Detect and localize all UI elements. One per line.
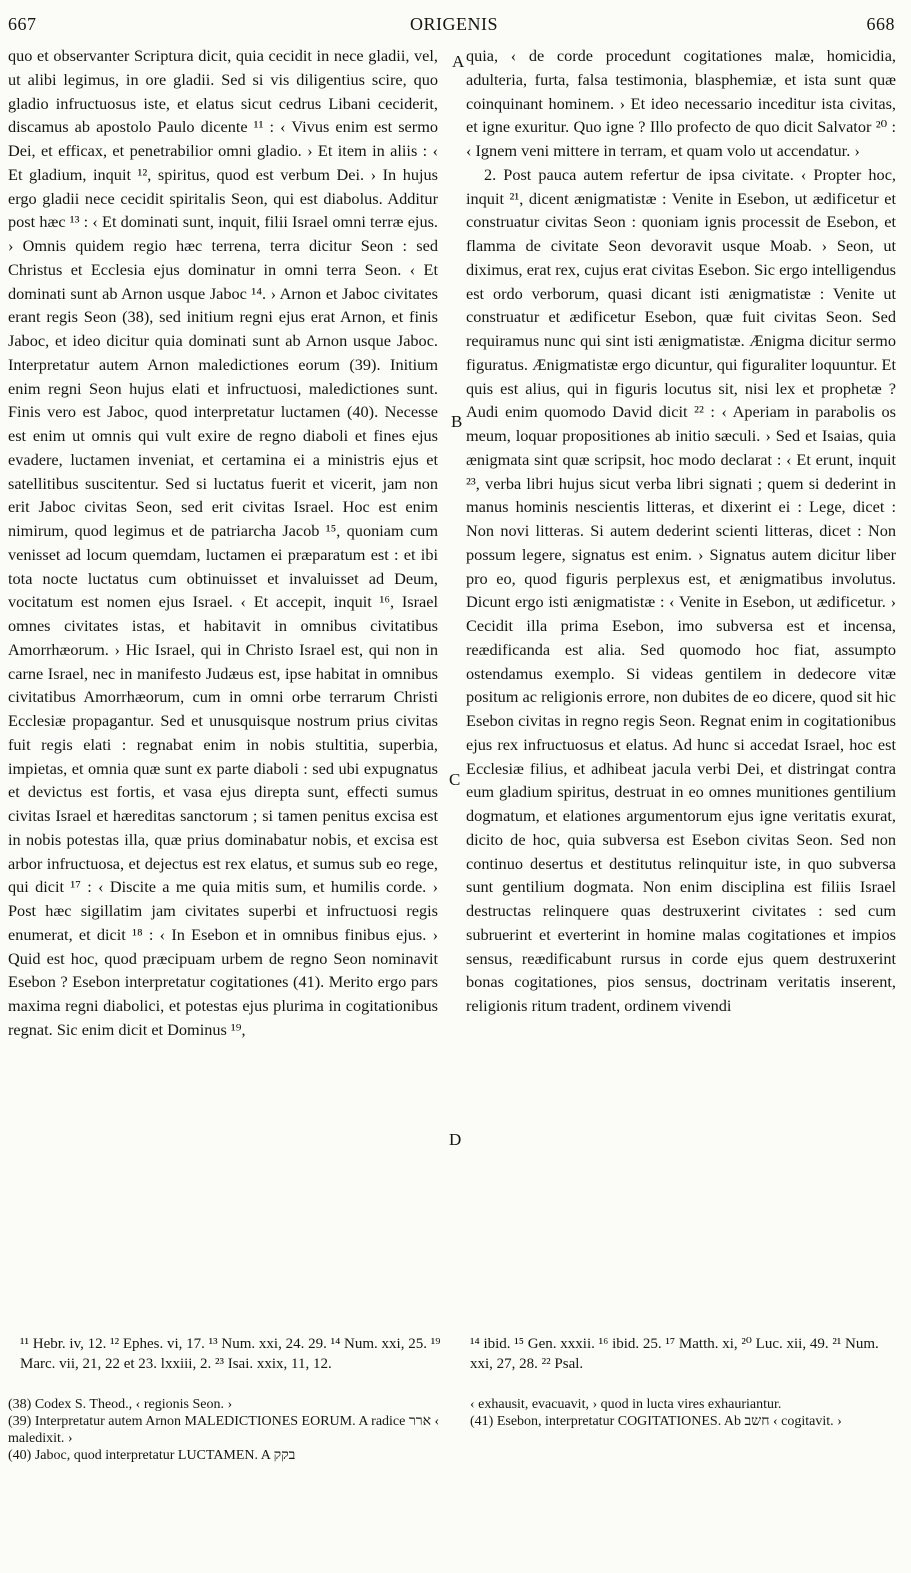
footnotes-right bbox=[470, 1396, 895, 1430]
margin-marker-d: D bbox=[449, 1130, 462, 1149]
margin-marker-c: C bbox=[449, 770, 461, 789]
right-paragraph-1: quia, ‹ de corde procedunt cogitationes malæ, homicidia, adulteria, furta, falsa testimonia, blasphemiæ, et ista sunt quæ coinquinant hominem. › Et ideo necessario inceditur ista civitas, et igne exuritur. Quo igne ? Illo profecto de quo dicit Salvator ²⁰ : ‹ Ignem veni mittere in terram, et quam volo ut accendatur. › bbox=[466, 46, 896, 160]
footnote-39: (39) Interpretatur autem Arnon MALEDICTIONES EORUM. A radice ארר ‹ maledixit. › bbox=[8, 1414, 440, 1446]
left-body-text: quo et observanter Scriptura dicit, quia cecidit in nece gladii, vel, ut alibi legimus, in ore gladii. Sed si vis diligentius scire, quo gladio infructuosus iste, et elatus sicut cedrus Libani ceciderit, discamus ab apostolo Paulo dicente ¹¹ : ‹ Vivus enim est sermo Dei, et efficax, et penetrabilior omni gladio. › Et item in aliis : ‹ Et gladium, inquit ¹², spiritus, quod est verbum Dei. › In hujus ergo gladii nece cecidit spiritalis Seon, qui est diabolus. Additur post hæc ¹³ : ‹ Et dominati sunt, inquit, filii Israel omni terræ ejus. › Omnis quidem regio hæc terrena, terra dicitur Seon : sed Christus et Ecclesia ejus dominatur in omni terra Seon. ‹ Et dominati sunt ab Arnon usque Jaboc ¹⁴. › Arnon et Jaboc civitates erant regis Seon (38), sed initium regni ejus erat Arnon, et finis Jaboc, et ideo dicitur quia dominati sunt ab Arnon usque Jaboc. Interpretatur autem Arnon maledictiones eorum (39). Initium enim regni Seon hujus elati et infructuosi, maledictiones sunt. Finis vero est Jaboc, quod interpretatur luctamen (40). Necesse est enim ut omnis qui vult exire de regno diaboli et fines ejus evadere, luctamen inveniat, et certamina ei a ministris ejus et satellitibus suscitentur. Sed si luctatus fuerit et vicerit, jam non erit Jaboc civitas Seon, sed erit civitas Israel. Hoc est enim nimirum, quod legimus et de patriarcha Jacob ¹⁵, quoniam cum venisset ad locum quemdam, luctamen ei præparatum est : et ibi tota nocte luctatus cum obtinuisset et invaluisset ad Deum, vocitatum est nomen ejus Israel. ‹ Et accepit, inquit ¹⁶, Israel omnes civitates istas, et habitavit in omnibus civitatibus Amorrhæorum. › Hic Israel, qui in Christo Israel est, qui non in carne Israel, nec in manifesto Judæus est, ipse habitat in omnibus civitatibus Amorrhæorum, cum in omni orbe terrarum Christi Ecclesiæ propagantur. Sed et unusquisque nostrum prius civitas fuit regis elati : regnabat enim in nobis stultitia, superbia, impietas, et omnia quæ sunt ex parte diaboli : sed ubi expugnatus et devictus est fortis, et vasa ejus direpta sunt, effecti sumus civitas Israel et hæreditas sanctorum ; si tamen penitus excisa est in nobis potestas illa, quæ prius dominabatur nobis, et excisa est arbor infructuosa, et dejectus est rex elatus, et sumus sub eo rege, qui dicit ¹⁷ : ‹ Discite a me quia mitis sum, et humilis corde. › Post hæc sigillatim jam civitates superbi et infructuosi regis enumerat, et dicit ¹⁸ : ‹ In Esebon et in omnibus finibus ejus. › Quid est hoc, quod præcipuam urbem de regno Seon nominavit Esebon ? Esebon interpretatur cogitationes (41). Merito ergo pars maxima regni diabolici, et potestas ejus plurima in cogitationibus regnat. Sic enim dicit et Dominus ¹⁹, bbox=[8, 46, 438, 1039]
footnote-continuation: ‹ exhausit, evacuavit, › quod in lucta vires exhauriantur. bbox=[470, 1397, 782, 1412]
page-number-left: 667 bbox=[8, 14, 37, 34]
right-column bbox=[466, 44, 896, 1018]
footnote-38: (38) Codex S. Theod., ‹ regionis Seon. › bbox=[8, 1397, 233, 1412]
running-header bbox=[0, 14, 911, 36]
page-number-right: 668 bbox=[866, 14, 895, 34]
right-paragraph-2: 2. Post pauca autem refertur de ipsa civitate. ‹ Propter hoc, inquit ²¹, dicent ænigmatistæ : Venite in Esebon, ut ædificetur et construatur civitas Seon : quoniam ignis processit de Esebon, et flamma de civitate Seon devoravit usque Moab. › Seon, ut diximus, erat rex, cujus erat civitas Esebon. Sic ergo intelligendus est ordo verborum, quasi dicant isti ænigmatistæ : Venite ut construatur et ædificetur Esebon, quæ fuit civitas Seon. Sed requiramus nunc qui sint isti ænigmatistæ. Ænigma dicitur sermo figuratus. Ænigmatistæ ergo dicuntur, qui figuraliter loquuntur. Et quis est alius, qui in figuris locutus sit, nisi lex et prophetæ ? Audi enim quomodo David dicit ²² : ‹ Aperiam in parabolis os meum, loquar propositiones ab initio sæculi. › Sed et Isaias, quia ænigmata sint quæ scripsit, hoc modo declarat : ‹ Et erunt, inquit ²³, verba libri hujus sicut verba libri signati ; quem si dederint in manus hominis nescientis litteras, et dixerint ei : Lege, dicet : Non novi litteras. Si autem dederint scienti litteras, dicet : Non possum legere, signatus est enim. › Signatus autem dicitur liber pro eo, quod figuris perplexus est, et ænigmatibus involutus. Dicunt ergo isti ænigmatistæ : ‹ Venite in Esebon, ut ædificetur. › Cecidit illa prima Esebon, imo subversa est et incensa, reædificanda est alia. Sed quomodo hoc fiat, assumpto ostendamus exemplo. Si videas gentilem in dedecore vitæ positum ac religionis errore, non dubites de eo dicere, quod sit hic Esebon civitas in regno regis Seon. Regnat enim in cogitationibus ejus rex infructuosus et elatus. Ad hunc si accedat Israel, hoc est Ecclesiæ filius, et adhibeat jacula verbi Dei, et distringat contra eum gladium spiritus, destruat in eo omnes munitiones gentilium dogmatum, et elationes argumentorum ejus igne veritatis exurat, dicito de hoc, quia subversa est Esebon civitas Seon. Sed non continuo desertus et destitutus relinquitur iste, in quo subversa sunt gentilium dogmata. Non enim disciplina est filiis Israel destructas relinquere quas destruxerint civitates : sed cum subruerint et everterint in homine malas cogitationes et impios sensus, reædificabunt rursus in corde ejus quem destruxerint bonas cogitationes, pios sensus, doctrinam veritatis inserent, religionis ritum tradent, ordinem vivendi bbox=[466, 164, 896, 1015]
footnote-41: (41) Esebon, interpretatur COGITATIONES. Ab חשב ‹ cogitavit. › bbox=[470, 1414, 842, 1429]
margin-marker-b: B bbox=[451, 412, 463, 431]
footnote-40: (40) Jaboc, quod interpretatur LUCTAMEN. A בקק bbox=[8, 1448, 296, 1463]
left-column bbox=[8, 44, 438, 1042]
scripture-notes-left: ¹¹ Hebr. iv, 12. ¹² Ephes. vi, 17. ¹³ Num. xxi, 24. 29. ¹⁴ Num. xxi, 25. ¹⁹ Marc. vii, 21, 22 et 23. lxxiii, 2. ²³ Isai. xxix, 11, 12. bbox=[20, 1336, 441, 1372]
running-title: ORIGENIS bbox=[410, 14, 498, 34]
margin-marker-a: A bbox=[452, 52, 465, 71]
scripture-notes-right: ¹⁴ ibid. ¹⁵ Gen. xxxii. ¹⁶ ibid. 25. ¹⁷ Matth. xi, ²⁰ Luc. xii, 49. ²¹ Num. xxi, 27, 28. ²² Psal. bbox=[470, 1336, 879, 1372]
footnotes-left bbox=[8, 1396, 453, 1464]
